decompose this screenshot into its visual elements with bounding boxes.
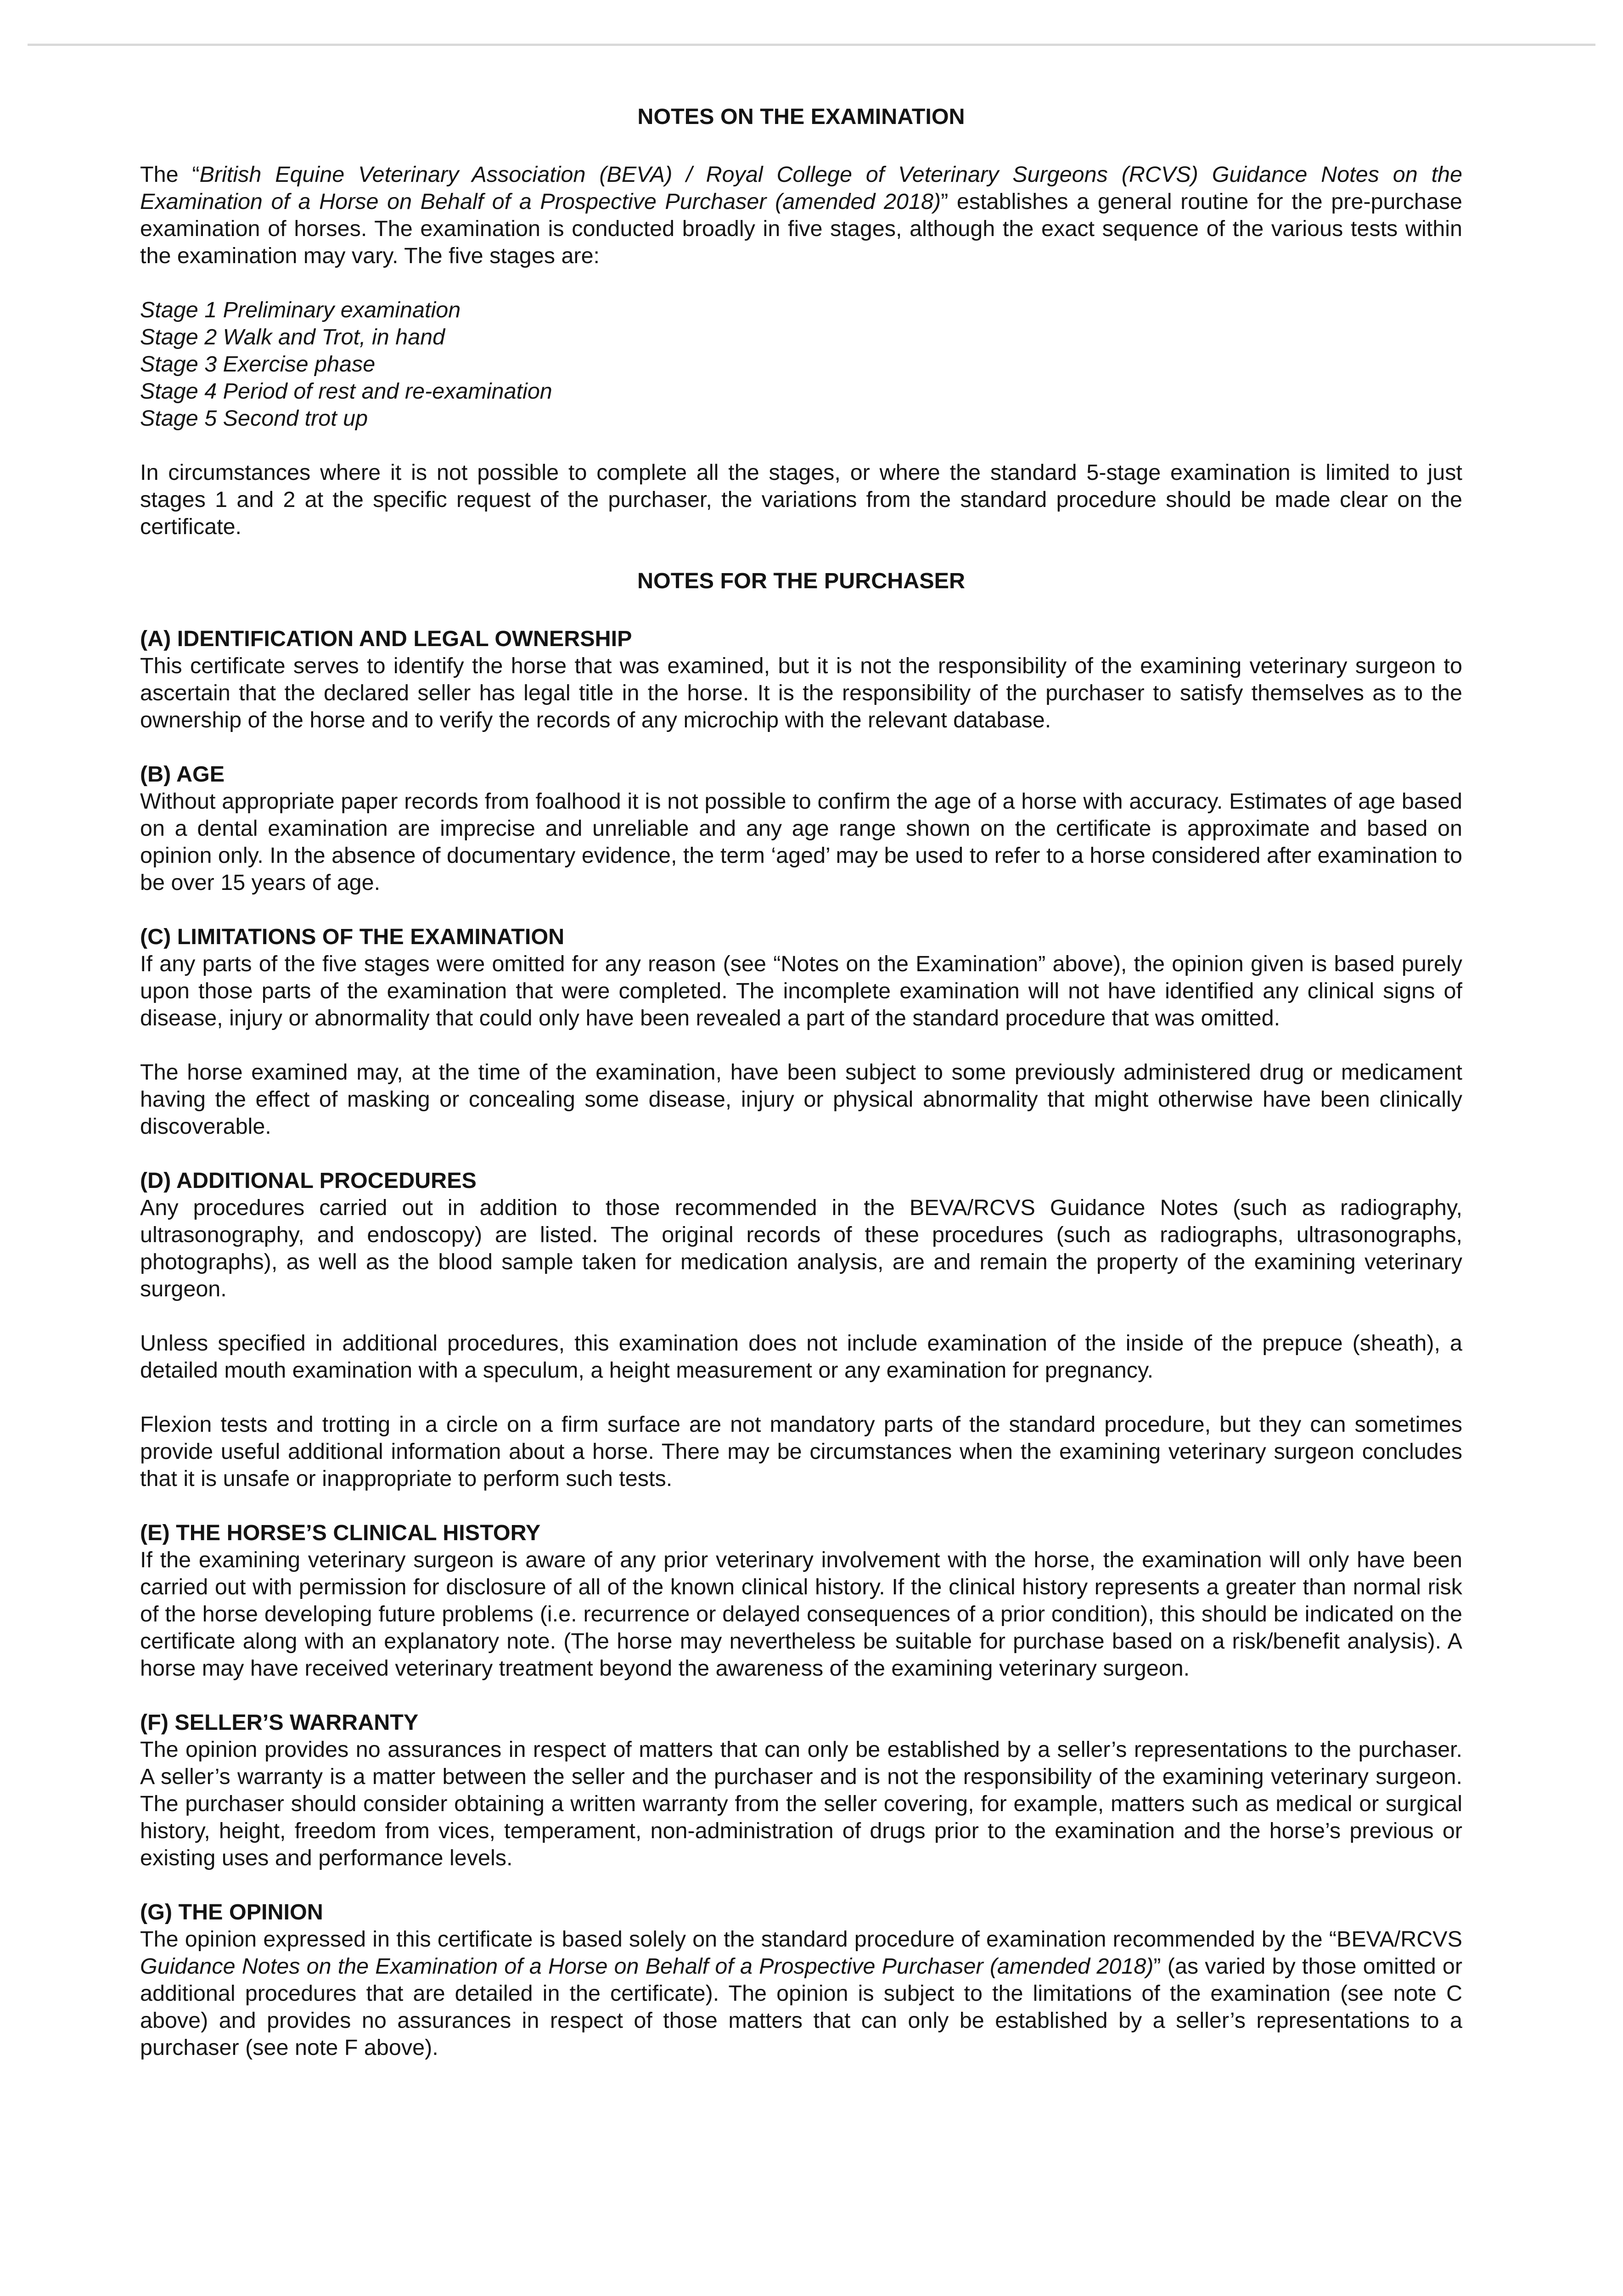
note-body: [140, 788, 1462, 896]
note-paragraph: If the examining veterinary surgeon is aware of any prior veterinary involvement with the horse, the examination will only have been carried out with permission for disclosure of all of the known clinical history. If the clinical history represents a greater than normal risk of the horse developing future problems (i.e. recurrence or delayed consequences of a prior condition), this should be indicated on the certificate along with an explanatory note. (The horse may nevertheless be suitable for purchase based on a risk/benefit analysis). A horse may have received veterinary treatment beyond the awareness of the examining veterinary surgeon.: [140, 1548, 1462, 1681]
stage-item: Stage 4 Period of rest and re-examination: [140, 379, 552, 404]
intro-guidance-title: British Equine Veterinary Association (BEVA) / Royal College of Veterinary Surgeons (RCVS) Guidance Notes on the Examination of a Horse on Behalf of a Prospective Purchaser (amended 2018): [140, 162, 1463, 214]
intro-rest: ” establishes a general routine for the pre-purchase examination of horses. The examination is conducted broadly in five stages, although the exact sequence of the various tests within the examination may vary. The five stages are:: [140, 189, 1462, 268]
note-section: [140, 1519, 1462, 1682]
note-paragraph: The horse examined may, at the time of the examination, have been subject to some previously administered drug or medicament having the effect of masking or concealing some disease, injury or physical abnormality that might otherwise have been clinically discoverable.: [140, 1060, 1462, 1139]
note-heading: (B) AGE: [140, 762, 225, 787]
note-body: [140, 951, 1462, 1140]
note-heading: (G) THE OPINION: [140, 1900, 323, 1925]
note-heading: (C) LIMITATIONS OF THE EXAMINATION: [140, 924, 565, 949]
note-paragraph: This certificate serves to identify the horse that was examined, but it is not the responsibility of the examining veterinary surgeon to ascertain that the declared seller has legal title in the horse. It is the responsibility of the purchaser to satisfy themselves as to the ownership of the horse and to verify the records of any microchip with the relevant database.: [140, 653, 1462, 732]
note-body: [140, 1926, 1462, 2061]
exam-title: NOTES ON THE EXAMINATION: [637, 104, 965, 129]
opinion-guidance-title: Guidance Notes on the Examination of a Horse on Behalf of a Prospective Purchaser (amended 2018): [140, 1954, 1154, 1979]
purchaser-title: NOTES FOR THE PURCHASER: [637, 568, 966, 593]
note-paragraph: Without appropriate paper records from foalhood it is not possible to confirm the age of a horse with accuracy. Estimates of age based on a dental examination are imprecise and unreliable and any age range shown on the certificate is approximate and based on opinion only. In the absence of documentary evidence, the term ‘aged’ may be used to refer to a horse considered after examination to be over 15 years of age.: [140, 789, 1462, 895]
note-section: [140, 761, 1462, 896]
note-heading: (A) IDENTIFICATION AND LEGAL OWNERSHIP: [140, 626, 632, 651]
exam-closing: In circumstances where it is not possible to complete all the stages, or where the standard 5-stage examination is limited to just stages 1 and 2 at the specific request of the purchaser, the variations from the standard procedure should be made clear on the certificate.: [140, 460, 1462, 539]
notes-list: [140, 625, 1462, 1872]
stage-list: [140, 297, 1462, 432]
note-paragraph: Unless specified in additional procedures, this examination does not include examination of the inside of the prepuce (sheath), a detailed mouth examination with a speculum, a height measurement or any examination for pregnancy.: [140, 1331, 1462, 1383]
note-heading: (F) SELLER’S WARRANTY: [140, 1710, 419, 1735]
note-paragraph: The opinion provides no assurances in respect of matters that can only be established by a seller’s representations to the purchaser. A seller’s warranty is a matter between the seller and the purchaser and is not the responsibility of the examining veterinary surgeon. The purchaser should consider obtaining a written warranty from the seller covering, for example, matters such as medical or surgical history, height, freedom from vices, temperament, non-administration of drugs prior to the examination and the horse’s previous or existing uses and performance levels.: [140, 1737, 1462, 1870]
note-paragraph: Flexion tests and trotting in a circle on a firm surface are not mandatory parts of the standard procedure, but they can sometimes provide useful additional information about a horse. There may be circumstances when the examining veterinary surgeon concludes that it is unsafe or inappropriate to perform such tests.: [140, 1412, 1462, 1491]
stage-item: Stage 5 Second trot up: [140, 406, 368, 431]
opinion-text-before: The opinion expressed in this certificate is based solely on the standard procedure of examination recommended by the “BEVA/RCVS: [140, 1927, 1462, 1952]
document-page: [140, 103, 1462, 2088]
opinion-text-after: ” (as varied by those omitted or additional procedures that are detailed in the certificate). The opinion is subject to the limitations of the examination (see note C above) and provides no assurances in respect of those matters that can only be established by a seller’s representations to a purchaser (see note F above).: [140, 1954, 1462, 2060]
stage-item: Stage 1 Preliminary examination: [140, 298, 461, 322]
note-opinion: [140, 1899, 1462, 2061]
stage-item: Stage 3 Exercise phase: [140, 352, 376, 377]
note-section: [140, 625, 1462, 734]
note-paragraph: If any parts of the five stages were omitted for any reason (see “Notes on the Examination” above), the opinion given is based purely upon those parts of the examination that were completed. The incomplete examination will not have identified any clinical signs of disease, injury or abnormality that could only have been revealed a part of the standard procedure that was omitted.: [140, 951, 1462, 1030]
top-divider: [28, 44, 1595, 46]
stage-item: Stage 2 Walk and Trot, in hand: [140, 325, 445, 349]
note-heading: (D) ADDITIONAL PROCEDURES: [140, 1168, 477, 1193]
note-body: [140, 1736, 1462, 1872]
note-paragraph: Any procedures carried out in addition to those recommended in the BEVA/RCVS Guidance Notes (such as radiography, ultrasonography, and endoscopy) are listed. The original records of these procedures (such as radiographs, ultrasonographs, photographs), as well as the blood sample taken for medication analysis, are and remain the property of the examining veterinary surgeon.: [140, 1195, 1462, 1301]
note-body: [140, 1194, 1462, 1492]
note-body: [140, 1547, 1462, 1682]
note-body: [140, 653, 1462, 734]
exam-intro: [140, 161, 1462, 270]
note-section: [140, 1167, 1462, 1492]
intro-open-quote: The “: [140, 162, 200, 187]
note-heading: (E) THE HORSE’S CLINICAL HISTORY: [140, 1520, 541, 1545]
note-section: [140, 1709, 1462, 1872]
note-section: [140, 923, 1462, 1140]
